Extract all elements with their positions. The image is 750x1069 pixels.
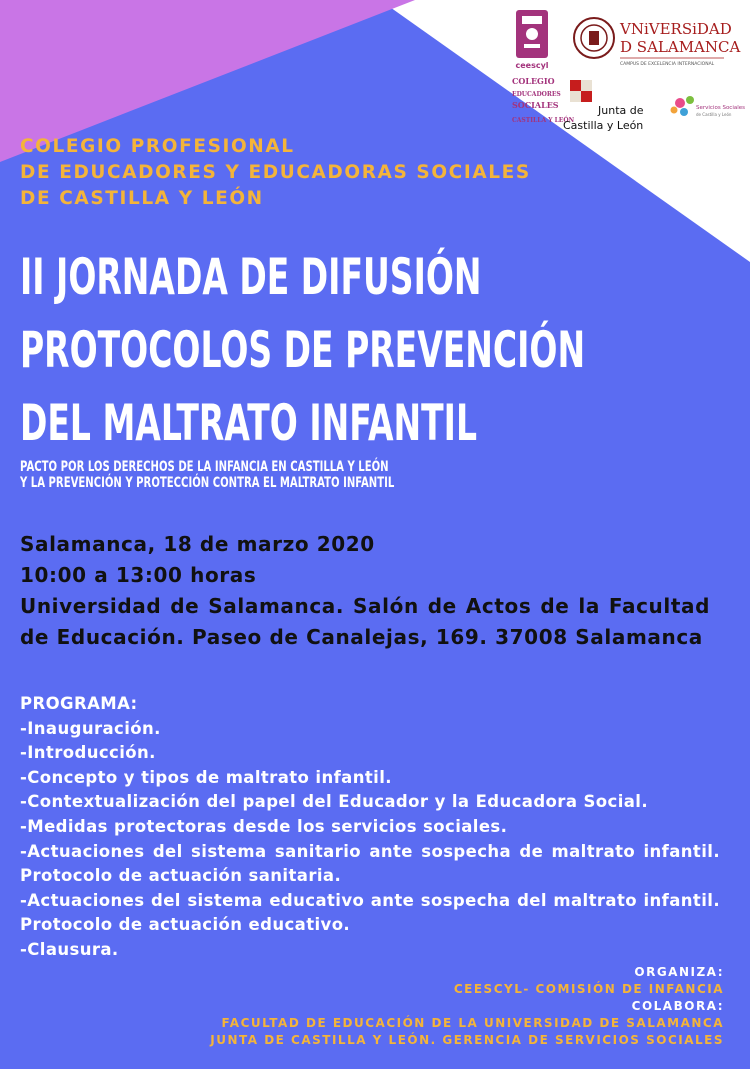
organization-line-1: COLEGIO PROFESIONAL xyxy=(20,136,295,157)
servicios-sociales-logo xyxy=(671,96,746,117)
ceescyl-logo-label: ceescyl xyxy=(515,61,549,70)
event-title-line-3: DEL MALTRATO INFANTIL xyxy=(20,394,477,452)
junta-logo xyxy=(563,80,644,132)
program-item: -Medidas protectoras desde los servicios sociales. xyxy=(20,816,508,836)
colabora-value-1: FACULTAD DE EDUCACIÓN DE LA UNIVERSIDAD DE SALAMANCA xyxy=(221,1016,724,1030)
logos-bar xyxy=(0,0,750,140)
ceescyl-name-4: CASTILLA Y LEÓN xyxy=(512,117,575,124)
organiza-label: ORGANIZA: xyxy=(634,965,724,979)
event-venue: Universidad de Salamanca. Salón de Actos de la Facultad de Educación. Paseo de Canalejas, 169. 37008 Salamanca xyxy=(20,594,710,649)
credits xyxy=(210,964,724,1049)
event-title-line-1: II JORNADA DE DIFUSIÓN xyxy=(20,248,482,306)
ceescyl-name-2: EDUCADORES xyxy=(512,91,561,98)
usal-tagline: CAMPUS DE EXCELENCIA INTERNACIONAL xyxy=(620,62,715,67)
program-item: -Contextualización del papel del Educador y la Educadora Social. xyxy=(20,792,649,812)
usal-name-1: VNiVERSiDAD xyxy=(620,20,732,38)
program-item: -Inauguración. xyxy=(20,718,161,738)
event-title xyxy=(20,241,750,460)
event-title-line-2: PROTOCOLOS DE PREVENCIÓN xyxy=(20,321,586,379)
ceescyl-name-1: COLEGIO xyxy=(512,76,555,86)
organization-line-2: DE EDUCADORES Y EDUCADORAS SOCIALES xyxy=(20,162,531,183)
program-item: -Actuaciones del sistema sanitario ante sospecha de maltrato infantil. Protocolo de actuación sanitaria. xyxy=(20,841,720,886)
event-details xyxy=(20,529,710,653)
event-date: Salamanca, 18 de marzo 2020 xyxy=(20,532,375,556)
servicios-line-1: Servicios Sociales xyxy=(696,105,746,111)
junta-line-2: Castilla y León xyxy=(563,119,644,132)
program-item: -Clausura. xyxy=(20,939,119,959)
usal-logo xyxy=(574,18,740,67)
event-subtitle xyxy=(20,459,540,491)
ceescyl-name-3: SOCIALES xyxy=(512,100,559,110)
organization-heading xyxy=(20,134,531,212)
ceescyl-logo xyxy=(512,10,575,124)
organization-line-3: DE CASTILLA Y LEÓN xyxy=(20,188,264,209)
program-heading: PROGRAMA: xyxy=(20,694,138,713)
colabora-value-2: JUNTA DE CASTILLA Y LEÓN. GERENCIA DE SERVICIOS SOCIALES xyxy=(210,1033,724,1047)
colabora-label: COLABORA: xyxy=(631,999,724,1013)
program-item: -Concepto y tipos de maltrato infantil. xyxy=(20,767,392,787)
servicios-line-2: de Castilla y León xyxy=(696,112,732,117)
program-item: -Actuaciones del sistema educativo ante sospecha del maltrato infantil. Protocolo de actuación educativo. xyxy=(20,890,720,935)
organiza-value: CEESCYL- COMISIÓN DE INFANCIA xyxy=(453,982,724,996)
usal-name-2: D SALAMANCA xyxy=(620,38,741,56)
program-section xyxy=(20,692,720,963)
program-item: -Introducción. xyxy=(20,743,156,763)
event-subtitle-line-2: Y LA PREVENCIÓN Y PROTECCIÓN CONTRA EL MALTRATO INFANTIL xyxy=(20,475,395,491)
event-subtitle-line-1: PACTO POR LOS DERECHOS DE LA INFANCIA EN CASTILLA Y LEÓN xyxy=(20,459,389,475)
event-time: 10:00 a 13:00 horas xyxy=(20,563,257,587)
junta-line-1: Junta de xyxy=(598,104,644,117)
